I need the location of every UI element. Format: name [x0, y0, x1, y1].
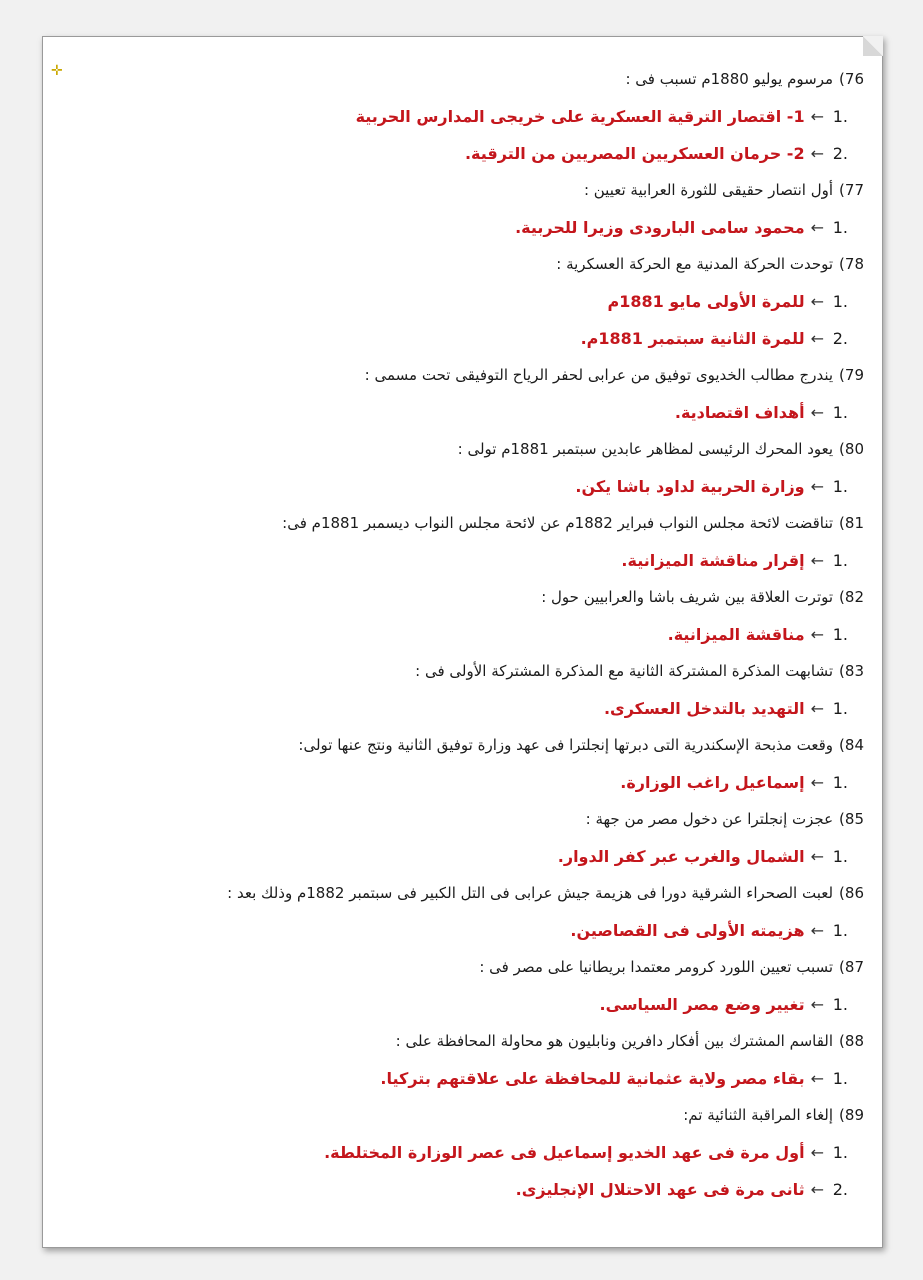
arrow-icon: ←: [810, 403, 824, 422]
question-text: مرسوم يوليو 1880م تسبب فى :: [625, 70, 834, 88]
answer-text: وزارة الحربية لداود باشا يكن.: [575, 477, 805, 496]
question-number: 86): [839, 884, 864, 902]
answer-text: إسماعيل راغب الوزارة.: [620, 773, 805, 792]
answer-number: .1: [832, 1069, 848, 1088]
question-number: 78): [839, 255, 864, 273]
arrow-icon: ←: [810, 847, 824, 866]
question-line: [83, 431, 864, 468]
answer-text: ثانى مرة فى عهد الاحتلال الإنجليزى.: [515, 1180, 805, 1199]
answer-text: للمرة الثانية سبتمبر 1881م.: [580, 329, 805, 348]
answer-text: للمرة الأولى مايو 1881م: [607, 292, 805, 311]
question-number: 89): [839, 1106, 864, 1124]
answer-text: هزيمته الأولى فى القصاصين.: [570, 921, 805, 940]
answer-line: [83, 394, 864, 431]
answer-text: إقرار مناقشة الميزانية.: [621, 551, 805, 570]
question-text: القاسم المشترك بين أفكار دافرين ونابليون هو محاولة المحافظة على :: [395, 1032, 834, 1050]
arrow-icon: ←: [810, 773, 824, 792]
arrow-icon: ←: [810, 144, 824, 163]
question-line: [83, 1097, 864, 1134]
arrow-icon: ←: [810, 218, 824, 237]
question-line: [83, 61, 864, 98]
answer-line: [83, 320, 864, 357]
question-number: 80): [839, 440, 864, 458]
question-text: عجزت إنجلترا عن دخول مصر من جهة :: [585, 810, 834, 828]
question-text: يعود المحرك الرئيسى لمظاهر عابدين سبتمبر 1881م تولى :: [457, 440, 834, 458]
answer-number: .1: [832, 551, 848, 570]
answer-line: [83, 1060, 864, 1097]
answer-number: .1: [832, 995, 848, 1014]
anchor-marker-icon: ✛: [51, 63, 63, 79]
answer-number: .1: [832, 218, 848, 237]
answer-text: 2- حرمان العسكريين المصريين من الترقية.: [464, 144, 805, 163]
question-text: وقعت مذبحة الإسكندرية التى دبرتها إنجلترا فى عهد وزارة توفيق الثانية ونتج عنها تولى:: [298, 736, 834, 754]
answer-number: .1: [832, 699, 848, 718]
arrow-icon: ←: [810, 292, 824, 311]
arrow-icon: ←: [810, 107, 824, 126]
answer-number: .1: [832, 403, 848, 422]
question-text: توحدت الحركة المدنية مع الحركة العسكرية :: [556, 255, 834, 273]
answer-line: [83, 283, 864, 320]
answer-number: .2: [832, 1180, 848, 1199]
answer-number: .1: [832, 847, 848, 866]
answer-text: تغيير وضع مصر السياسى.: [599, 995, 805, 1014]
question-number: 85): [839, 810, 864, 828]
answer-text: محمود سامى البارودى وزيرا للحربية.: [515, 218, 805, 237]
answer-line: [83, 912, 864, 949]
question-number: 88): [839, 1032, 864, 1050]
answer-line: [83, 135, 864, 172]
answer-line: [83, 1171, 864, 1208]
question-line: [83, 801, 864, 838]
answer-line: [83, 690, 864, 727]
arrow-icon: ←: [810, 329, 824, 348]
question-number: 76): [839, 70, 864, 88]
arrow-icon: ←: [810, 995, 824, 1014]
question-line: [83, 505, 864, 542]
answer-text: أهداف اقتصادية.: [674, 403, 805, 422]
answer-number: .1: [832, 921, 848, 940]
question-line: [83, 875, 864, 912]
question-text: إلغاء المراقبة الثنائية تم:: [683, 1106, 834, 1124]
arrow-icon: ←: [810, 1143, 824, 1162]
answer-text: 1- اقتصار الترقية العسكرية على خريجى المدارس الحربية: [355, 107, 805, 126]
question-number: 77): [839, 181, 864, 199]
answer-number: .1: [832, 107, 848, 126]
question-text: يندرج مطالب الخديوى توفيق من عرابى لحفر الرياح التوفيقى تحت مسمى :: [364, 366, 834, 384]
question-number: 82): [839, 588, 864, 606]
question-number: 81): [839, 514, 864, 532]
page-fold-corner: [863, 36, 883, 56]
answer-line: [83, 838, 864, 875]
answer-line: [83, 616, 864, 653]
question-text: لعبت الصحراء الشرقية دورا فى هزيمة جيش عرابى فى التل الكبير فى سبتمبر 1882م وذلك بعد :: [227, 884, 834, 902]
question-number: 84): [839, 736, 864, 754]
answer-text: التهديد بالتدخل العسكرى.: [603, 699, 805, 718]
answer-line: [83, 98, 864, 135]
answer-line: [83, 468, 864, 505]
answer-text: الشمال والغرب عبر كفر الدوار.: [557, 847, 805, 866]
arrow-icon: ←: [810, 1069, 824, 1088]
question-line: [83, 579, 864, 616]
question-line: [83, 727, 864, 764]
answer-text: بقاء مصر ولاية عثمانية للمحافظة على علاقتهم بتركيا.: [380, 1069, 805, 1088]
arrow-icon: ←: [810, 477, 824, 496]
question-list: [83, 61, 864, 1208]
answer-line: [83, 542, 864, 579]
question-text: توترت العلاقة بين شريف باشا والعرابيين حول :: [541, 588, 834, 606]
question-text: تسبب تعيين اللورد كرومر معتمدا بريطانيا على مصر فى :: [479, 958, 834, 976]
arrow-icon: ←: [810, 625, 824, 644]
question-text: أول انتصار حقيقى للثورة العرابية تعيين :: [583, 181, 834, 199]
question-text: تشابهت المذكرة المشتركة الثانية مع المذكرة المشتركة الأولى فى :: [415, 662, 834, 680]
question-line: [83, 653, 864, 690]
question-text: تناقضت لائحة مجلس النواب فبراير 1882م عن لائحة مجلس النواب ديسمبر 1881م فى:: [282, 514, 834, 532]
answer-number: .2: [832, 329, 848, 348]
question-line: [83, 172, 864, 209]
answer-text: أول مرة فى عهد الخديو إسماعيل فى عصر الوزارة المختلطة.: [324, 1143, 805, 1162]
answer-number: .1: [832, 292, 848, 311]
answer-text: مناقشة الميزانية.: [667, 625, 805, 644]
answer-number: .1: [832, 625, 848, 644]
question-number: 87): [839, 958, 864, 976]
arrow-icon: ←: [810, 551, 824, 570]
arrow-icon: ←: [810, 1180, 824, 1199]
question-number: 79): [839, 366, 864, 384]
question-number: 83): [839, 662, 864, 680]
answer-number: .1: [832, 477, 848, 496]
question-line: [83, 949, 864, 986]
answer-number: .2: [832, 144, 848, 163]
arrow-icon: ←: [810, 921, 824, 940]
question-line: [83, 1023, 864, 1060]
answer-number: .1: [832, 1143, 848, 1162]
arrow-icon: ←: [810, 699, 824, 718]
answer-line: [83, 986, 864, 1023]
question-line: [83, 246, 864, 283]
document-page: [42, 36, 883, 1248]
answer-line: [83, 1134, 864, 1171]
answer-number: .1: [832, 773, 848, 792]
question-line: [83, 357, 864, 394]
answer-line: [83, 764, 864, 801]
answer-line: [83, 209, 864, 246]
